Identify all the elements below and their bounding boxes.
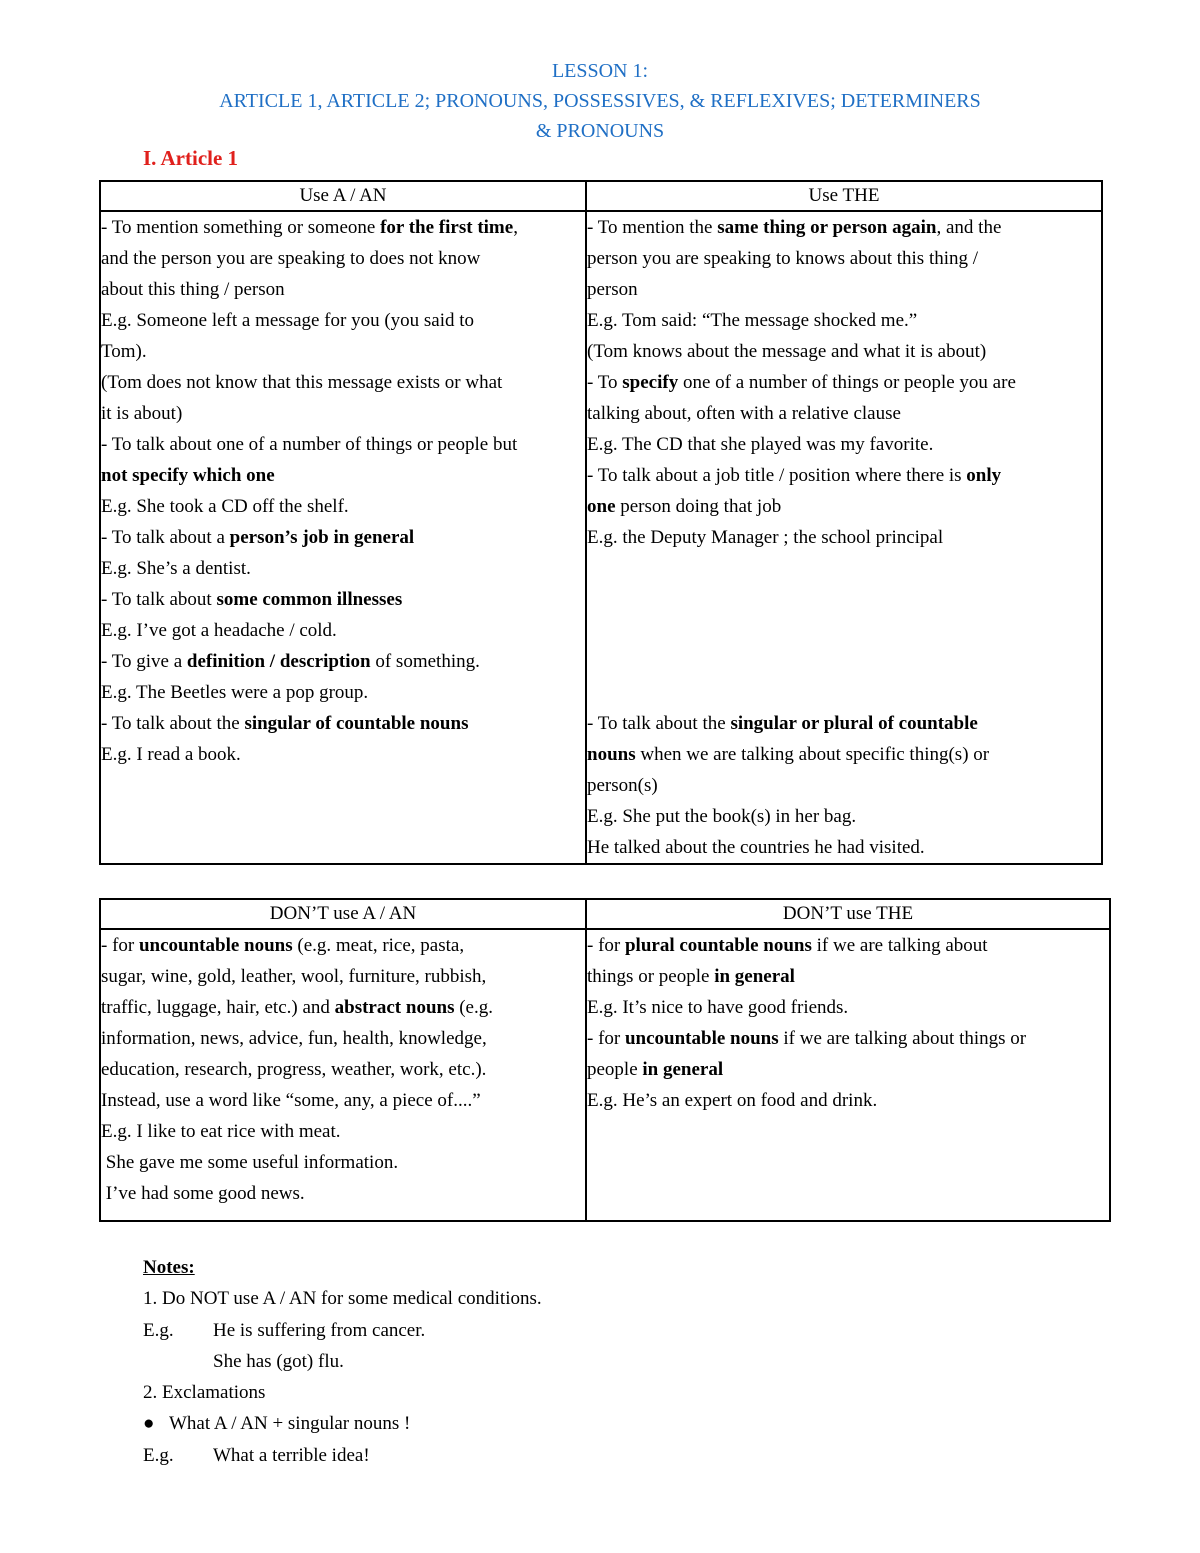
cell-line	[587, 305, 1101, 336]
cell-text: - To talk about the	[587, 713, 731, 734]
cell-line	[101, 429, 585, 460]
example-text: He is suffering from cancer.	[213, 1319, 426, 1341]
cell-line	[587, 491, 1101, 522]
section-title-article1: I. Article 1	[143, 146, 239, 170]
cell-text: E.g. I read a book.	[101, 744, 241, 765]
cell-line	[101, 336, 585, 367]
cell-text: of something.	[370, 651, 480, 672]
cell-line	[587, 212, 1101, 243]
column-header-use-a-an: Use A / AN	[100, 181, 586, 211]
cell-text: She gave me some useful information.	[101, 1152, 399, 1173]
cell-text: - for	[587, 935, 625, 956]
cell-text: - To talk about one of a number of things or people but	[101, 434, 518, 455]
notes-example-1b	[143, 1346, 542, 1377]
cell-bold-text: same thing or person again	[717, 217, 937, 238]
cell-bold-text: abstract nouns	[334, 997, 455, 1018]
cell-bold-text: plural countable nouns	[624, 935, 812, 956]
example-label: E.g.	[143, 1444, 174, 1466]
cell-text: (e.g.	[454, 997, 493, 1018]
cell-text: ,	[513, 217, 518, 238]
cell-line	[587, 677, 1101, 708]
cell-line	[101, 243, 585, 274]
cell-line	[101, 398, 585, 429]
cell-bold-text: uncountable nouns	[624, 1028, 779, 1049]
column-header-dont-use-a-an: DON’T use A / AN	[100, 899, 586, 929]
cell-text: E.g. The CD that she played was my favorite.	[587, 434, 934, 455]
cell-text: education, research, progress, weather, work, etc.).	[101, 1059, 487, 1080]
cell-text: - To mention something or someone	[101, 217, 381, 238]
cell-text: things or people	[587, 966, 715, 987]
cell-text: people	[587, 1059, 643, 1080]
cell-bold-text: definition / description	[186, 651, 371, 672]
cell-text: it is about)	[101, 403, 183, 424]
lesson-title-line1: ARTICLE 1, ARTICLE 2; PRONOUNS, POSSESSIVES, & REFLEXIVES; DETERMINERS	[219, 90, 981, 112]
notes-title: Notes:	[143, 1257, 195, 1278]
cell-line	[587, 1023, 1109, 1054]
cell-text: if we are talking about	[811, 935, 988, 956]
cell-line	[587, 429, 1101, 460]
cell-text: Tom).	[101, 341, 147, 362]
cell-text: - To talk about the	[101, 713, 245, 734]
cell-line	[587, 930, 1109, 961]
cell-line	[101, 1178, 585, 1209]
cell-text: and the person you are speaking to does not know	[101, 248, 481, 269]
cell-text: - for	[101, 935, 139, 956]
cell-text: traffic, luggage, hair, etc.) and	[101, 997, 335, 1018]
cell-text: - To	[587, 372, 623, 393]
cell-text: when we are talking about specific thing(s) or	[635, 744, 990, 765]
cell-line	[587, 801, 1101, 832]
notes-item-1: 1. Do NOT use A / AN for some medical conditions.	[143, 1288, 542, 1310]
cell-text: Instead, use a word like “some, any, a piece of....”	[101, 1090, 481, 1111]
use-a-an-cell	[100, 211, 586, 864]
cell-line	[101, 1085, 585, 1116]
cell-line	[587, 460, 1101, 491]
cell-text: E.g. The Beetles were a pop group.	[101, 682, 369, 703]
article-usage-table	[99, 180, 1103, 865]
cell-text: E.g. I’ve got a headache / cold.	[101, 620, 337, 641]
dont-use-the-cell	[586, 929, 1110, 1221]
cell-line	[101, 1023, 585, 1054]
cell-bold-text: not specify which one	[101, 465, 275, 486]
cell-line	[101, 553, 585, 584]
cell-text: one of a number of things or people you are	[678, 372, 1016, 393]
lesson-title-line2: & PRONOUNS	[535, 120, 665, 142]
lesson-label: LESSON 1:	[551, 60, 649, 82]
cell-text: E.g. Someone left a message for you (you said to	[101, 310, 475, 331]
cell-line	[587, 398, 1101, 429]
example-text: She has (got) flu.	[213, 1350, 344, 1372]
cell-line	[587, 708, 1101, 739]
cell-text: I’ve had some good news.	[101, 1183, 305, 1204]
example-text: What a terrible idea!	[213, 1444, 370, 1466]
cell-line	[587, 1085, 1109, 1116]
cell-line	[101, 522, 585, 553]
cell-text: - To talk about a job title / position where there is	[587, 465, 967, 486]
cell-line	[587, 739, 1101, 770]
cell-text: person you are speaking to knows about this thing /	[587, 248, 979, 269]
cell-bold-text: in general	[642, 1059, 724, 1080]
cell-text: (Tom does not know that this message exists or what	[101, 372, 503, 393]
cell-line	[587, 243, 1101, 274]
bullet-icon: ●	[143, 1413, 155, 1435]
cell-text: E.g. It’s nice to have good friends.	[587, 997, 849, 1018]
cell-line	[101, 930, 585, 961]
cell-line	[587, 992, 1109, 1023]
cell-line	[101, 212, 585, 243]
table-row	[100, 211, 1102, 864]
cell-text: (Tom knows about the message and what it is about)	[587, 341, 987, 362]
cell-text: E.g. She’s a dentist.	[101, 558, 251, 579]
cell-line	[101, 992, 585, 1023]
notes-section	[143, 1252, 542, 1471]
cell-text: He talked about the countries he had visited.	[587, 837, 925, 858]
cell-line	[101, 1054, 585, 1085]
cell-bold-text: in general	[714, 966, 795, 987]
cell-text: (e.g. meat, rice, pasta,	[292, 935, 465, 956]
cell-text: E.g. She took a CD off the shelf.	[101, 496, 349, 517]
cell-line	[587, 367, 1101, 398]
cell-text: if we are talking about things or	[778, 1028, 1027, 1049]
cell-line	[101, 1147, 585, 1178]
use-the-cell	[586, 211, 1102, 864]
cell-text: - for	[587, 1028, 625, 1049]
cell-bold-text: singular or plural of countable	[730, 713, 978, 734]
cell-text: E.g. He’s an expert on food and drink.	[587, 1090, 878, 1111]
cell-text: about this thing / person	[101, 279, 285, 300]
cell-line	[587, 1054, 1109, 1085]
notes-example-1	[143, 1315, 542, 1346]
cell-text: - To mention the	[587, 217, 718, 238]
cell-line	[101, 491, 585, 522]
cell-bold-text: uncountable nouns	[138, 935, 293, 956]
cell-text: - To talk about a	[101, 527, 230, 548]
dont-use-a-an-cell	[100, 929, 586, 1221]
cell-line	[101, 274, 585, 305]
cell-text: talking about, often with a relative clause	[587, 403, 901, 424]
cell-text: - To give a	[101, 651, 187, 672]
cell-bold-text: some common illnesses	[216, 589, 403, 610]
column-header-use-the: Use THE	[586, 181, 1102, 211]
table-header-row	[100, 899, 1110, 929]
cell-line	[587, 770, 1101, 801]
dont-use-article-table	[99, 898, 1111, 1222]
cell-line	[101, 367, 585, 398]
cell-text: E.g. Tom said: “The message shocked me.”	[587, 310, 918, 331]
cell-line	[101, 739, 585, 770]
cell-line	[101, 1116, 585, 1147]
cell-line	[101, 460, 585, 491]
cell-text: , and the	[936, 217, 1002, 238]
cell-line	[587, 553, 1101, 584]
cell-line	[587, 615, 1101, 646]
cell-bold-text: for the first time	[380, 217, 514, 238]
example-label: E.g.	[143, 1319, 174, 1341]
cell-bold-text: specify	[622, 372, 679, 393]
cell-text: E.g. She put the book(s) in her bag.	[587, 806, 857, 827]
table-header-row	[100, 181, 1102, 211]
cell-line	[587, 336, 1101, 367]
notes-example-2	[143, 1440, 542, 1471]
cell-line	[101, 584, 585, 615]
cell-line	[101, 677, 585, 708]
notes-item-2: 2. Exclamations	[143, 1382, 266, 1404]
cell-line	[101, 305, 585, 336]
cell-bold-text: nouns	[587, 744, 636, 765]
table-row	[100, 929, 1110, 1221]
cell-bold-text: only	[966, 465, 1002, 486]
cell-line	[587, 522, 1101, 553]
cell-bold-text: one	[587, 496, 616, 517]
cell-line	[587, 961, 1109, 992]
notes-bullet	[143, 1408, 542, 1439]
cell-line	[587, 584, 1101, 615]
cell-text: person(s)	[587, 775, 658, 796]
cell-text: person doing that job	[615, 496, 782, 517]
cell-line	[587, 274, 1101, 305]
cell-line	[101, 708, 585, 739]
cell-line	[587, 646, 1101, 677]
cell-text: E.g. I like to eat rice with meat.	[101, 1121, 341, 1142]
cell-text: sugar, wine, gold, leather, wool, furniture, rubbish,	[101, 966, 487, 987]
cell-line	[101, 961, 585, 992]
cell-line	[101, 646, 585, 677]
cell-text: person	[587, 279, 638, 300]
bullet-text: What A / AN + singular nouns !	[169, 1413, 411, 1435]
cell-text: information, news, advice, fun, health, knowledge,	[101, 1028, 487, 1049]
cell-line	[587, 832, 1101, 863]
cell-bold-text: person’s job in general	[229, 527, 415, 548]
cell-bold-text: singular of countable nouns	[244, 713, 469, 734]
cell-text: - To talk about	[101, 589, 217, 610]
column-header-dont-use-the: DON’T use THE	[586, 899, 1110, 929]
cell-text: E.g. the Deputy Manager ; the school principal	[587, 527, 944, 548]
cell-line	[101, 615, 585, 646]
